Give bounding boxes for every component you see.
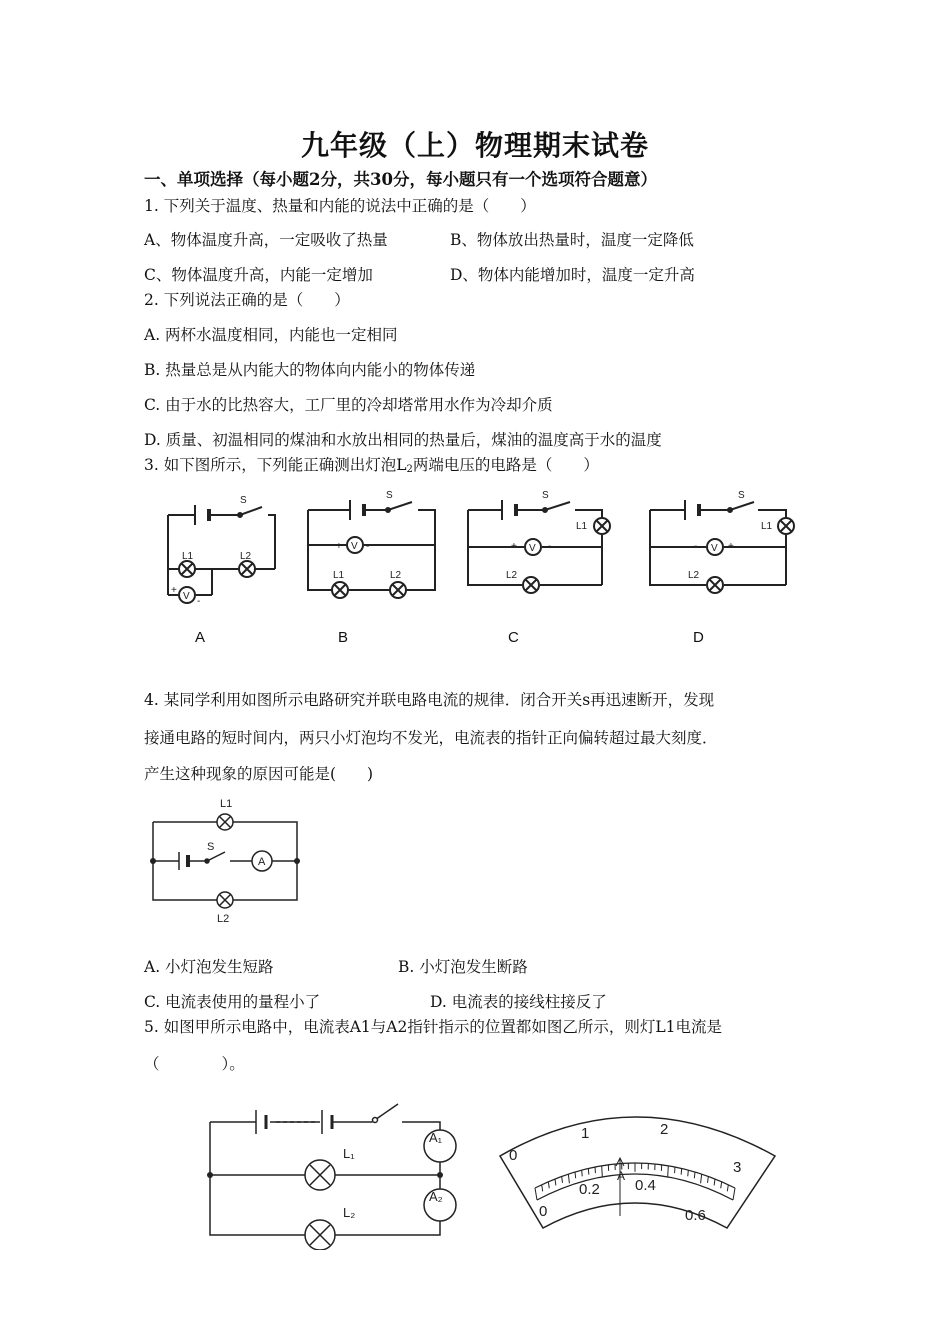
outer-tick-1: 1 bbox=[581, 1125, 590, 1142]
svg-text:L2: L2 bbox=[390, 570, 402, 581]
page-title: 九年级（上）物理期末试卷 bbox=[300, 129, 649, 162]
q5-circuit-figure bbox=[200, 1090, 470, 1250]
svg-text:S: S bbox=[207, 841, 215, 853]
svg-text:L1: L1 bbox=[576, 521, 588, 532]
caption-c: C bbox=[508, 629, 519, 646]
svg-text:L₁: L₁ bbox=[343, 1146, 355, 1161]
unit-label: A bbox=[617, 1169, 626, 1183]
dial-tick bbox=[575, 1172, 576, 1178]
q2-option-d: D. 质量、初温相同的煤油和水放出相同的热量后，煤油的温度高于水的温度 bbox=[144, 431, 662, 449]
dial-tick bbox=[588, 1168, 589, 1174]
dial-tick bbox=[681, 1168, 682, 1174]
q4-circuit-figure bbox=[145, 795, 315, 925]
q1-option-a: A、物体温度升高，一定吸收了热量 bbox=[144, 231, 388, 249]
svg-text:V: V bbox=[529, 543, 536, 554]
svg-text:-: - bbox=[694, 541, 698, 552]
q3-circuit-figures bbox=[150, 485, 830, 655]
q2-stem: 2. 下列说法正确的是（ ） bbox=[144, 291, 350, 309]
svg-text:S: S bbox=[386, 490, 393, 501]
svg-text:A₁: A₁ bbox=[429, 1130, 443, 1145]
svg-text:A₂: A₂ bbox=[429, 1189, 443, 1204]
lamp-label: L2 bbox=[240, 551, 252, 562]
ammeter-dial-figure bbox=[495, 1098, 785, 1238]
q1-stem: 1. 下列关于温度、热量和内能的说法中正确的是（ ） bbox=[144, 197, 536, 215]
inner-tick-06: 0.6 bbox=[685, 1207, 706, 1224]
svg-text:V: V bbox=[351, 541, 358, 552]
circuit-c bbox=[468, 500, 610, 593]
svg-text:+: + bbox=[336, 541, 342, 552]
svg-text:L1: L1 bbox=[761, 521, 773, 532]
dial-tick bbox=[668, 1166, 669, 1177]
q1-option-c: C、物体温度升高，内能一定增加 bbox=[144, 266, 373, 284]
outer-tick-2: 2 bbox=[660, 1121, 669, 1138]
svg-text:L1: L1 bbox=[333, 570, 345, 581]
svg-text:L2: L2 bbox=[217, 913, 230, 925]
q5-stem-line1: 5. 如图甲所示电路中，电流表A1与A2指针指示的位置都如图乙所示，则灯L1电流是 bbox=[144, 1018, 722, 1036]
switch-label: S bbox=[240, 495, 247, 506]
dial-tick bbox=[688, 1170, 689, 1176]
q2-option-a: A. 两杯水温度相同，内能也一定相同 bbox=[144, 326, 398, 344]
q4-stem-line2: 接通电路的短时间内，两只小灯泡均不发光，电流表的指针正向偏转超过最大刻度． bbox=[144, 729, 718, 747]
outer-tick-0: 0 bbox=[509, 1147, 518, 1164]
svg-text:A: A bbox=[258, 856, 266, 868]
svg-text:L2: L2 bbox=[688, 570, 700, 581]
svg-text:+: + bbox=[511, 541, 517, 552]
q4-option-d: D. 电流表的接线柱接反了 bbox=[430, 993, 607, 1011]
dial-tick bbox=[602, 1166, 603, 1177]
q4-option-a: A. 小灯泡发生短路 bbox=[144, 958, 274, 976]
svg-text:-: - bbox=[197, 596, 201, 607]
svg-text:L₂: L₂ bbox=[343, 1205, 356, 1220]
q1-option-d: D、物体内能增加时，温度一定升高 bbox=[450, 266, 695, 284]
voltmeter-label: V bbox=[183, 591, 190, 602]
q2-option-b: B. 热量总是从内能大的物体向内能小的物体传递 bbox=[144, 361, 476, 379]
outer-tick-3: 3 bbox=[733, 1159, 742, 1176]
q4-stem-line3: 产生这种现象的原因可能是( ) bbox=[144, 765, 374, 783]
inner-tick-04: 0.4 bbox=[635, 1177, 656, 1194]
dial-tick bbox=[582, 1170, 583, 1176]
dial-tick bbox=[694, 1172, 695, 1178]
q1-option-b: B、物体放出热量时，温度一定降低 bbox=[450, 231, 694, 249]
inner-tick-0: 0 bbox=[539, 1203, 548, 1220]
lamp-label: L1 bbox=[182, 551, 194, 562]
inner-tick-02: 0.2 bbox=[579, 1181, 600, 1198]
q4-stem-line1: 4. 某同学利用如图所示电路研究并联电路电流的规律．闭合开关s再迅速断开，发现 bbox=[144, 691, 715, 709]
q4-option-c: C. 电流表使用的量程小了 bbox=[144, 993, 321, 1011]
circuit-b bbox=[308, 500, 435, 598]
svg-text:-: - bbox=[548, 541, 552, 552]
caption-d: D bbox=[693, 629, 704, 646]
svg-text:L2: L2 bbox=[506, 570, 518, 581]
circuit-d bbox=[650, 500, 794, 593]
q2-option-c: C. 由于水的比热容大，工厂里的冷却塔常用水作为冷却介质 bbox=[144, 396, 553, 414]
caption-a: A bbox=[195, 629, 206, 646]
svg-text:L1: L1 bbox=[220, 798, 233, 810]
svg-text:+: + bbox=[171, 585, 177, 596]
caption-b: B bbox=[338, 629, 349, 646]
svg-text:S: S bbox=[542, 490, 549, 501]
section-heading: 一、单项选择（每小题2分，共30分，每小题只有一个选项符合题意） bbox=[144, 170, 657, 189]
q5-stem-line2: （ ）。 bbox=[144, 1055, 245, 1073]
svg-text:S: S bbox=[738, 490, 745, 501]
q3-stem: 3. 如下图所示，下列能正确测出灯泡$L_2$两端电压的电路是（ ） bbox=[144, 456, 599, 475]
svg-text:V: V bbox=[711, 543, 718, 554]
q4-option-b: B. 小灯泡发生断路 bbox=[398, 958, 528, 976]
svg-text:-: - bbox=[366, 541, 370, 552]
svg-text:+: + bbox=[728, 541, 734, 552]
